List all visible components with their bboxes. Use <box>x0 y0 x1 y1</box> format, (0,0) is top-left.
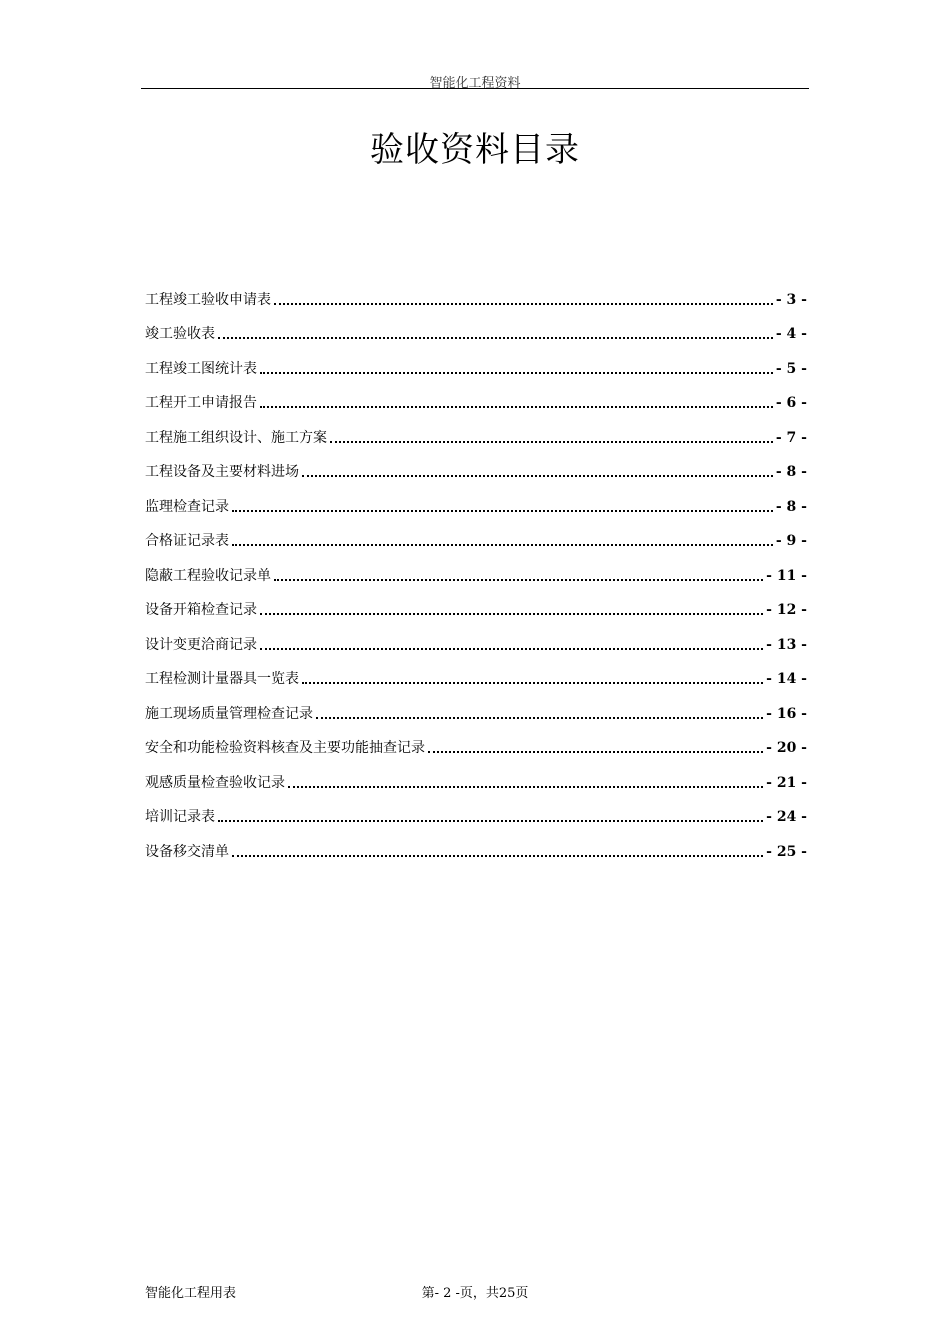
toc-entry-page-number: - 13 - <box>766 636 807 653</box>
toc-entry[interactable] <box>145 414 807 449</box>
toc-entry-page-number: - 21 - <box>766 774 807 791</box>
toc-entry-label: 竣工验收表 <box>145 326 215 342</box>
toc-entry[interactable] <box>145 587 807 622</box>
toc-dot-leader <box>218 337 773 339</box>
document-title: 验收资料目录 <box>370 130 580 170</box>
toc-entry-page-number: - 24 - <box>766 809 807 825</box>
toc-entry-label: 工程施工组织设计、施工方案 <box>145 429 327 446</box>
toc-dot-leader <box>274 303 773 305</box>
toc-dot-leader <box>330 441 773 443</box>
toc-dot-leader <box>274 579 763 581</box>
footer-left-text: 智能化工程用表 <box>145 1286 237 1301</box>
toc-dot-leader <box>260 372 773 374</box>
toc-entry-label: 设备开箱检查记录 <box>145 602 257 618</box>
toc-entry-label: 隐蔽工程验收记录单 <box>145 567 271 584</box>
toc-dot-leader <box>302 475 773 477</box>
toc-dot-leader <box>428 751 763 753</box>
toc-entry[interactable] <box>145 483 807 518</box>
toc-entry[interactable] <box>145 276 807 311</box>
toc-dot-leader <box>218 820 763 822</box>
toc-entry-page-number: - 20 - <box>766 740 807 756</box>
toc-entry-page-number: - 4 - <box>775 326 807 342</box>
toc-entry-page-number: - 7 - <box>775 429 807 446</box>
toc-dot-leader <box>232 855 763 857</box>
toc-entry[interactable] <box>145 311 807 346</box>
toc-entry-page-number: - 8 - <box>775 498 807 515</box>
toc-entry-page-number: - 16 - <box>766 705 807 722</box>
toc-entry[interactable] <box>145 518 807 553</box>
toc-entry-label: 设计变更洽商记录 <box>145 636 257 653</box>
toc-dot-leader <box>260 648 763 650</box>
toc-entry[interactable] <box>145 449 807 484</box>
toc-dot-leader <box>316 717 763 719</box>
page-header: 智能化工程资料 <box>429 76 521 91</box>
toc-entry-label: 安全和功能检验资料核查及主要功能抽查记录 <box>145 740 425 756</box>
toc-dot-leader <box>288 786 763 788</box>
toc-entry-page-number: - 3 - <box>775 291 807 308</box>
toc-entry-label: 监理检查记录 <box>145 498 229 515</box>
toc-dot-leader <box>260 406 773 408</box>
toc-dot-leader <box>302 682 763 684</box>
toc-entry-label: 工程检测计量器具一览表 <box>145 671 299 687</box>
toc-entry-label: 合格证记录表 <box>145 533 229 549</box>
table-of-contents <box>145 276 807 863</box>
toc-dot-leader <box>260 613 763 615</box>
toc-entry-page-number: - 8 - <box>775 464 807 480</box>
toc-entry[interactable] <box>145 794 807 829</box>
toc-entry[interactable] <box>145 552 807 587</box>
toc-entry-label: 工程竣工图统计表 <box>145 360 257 377</box>
toc-entry[interactable] <box>145 380 807 415</box>
toc-entry-label: 工程开工申请报告 <box>145 395 257 411</box>
toc-entry-label: 工程设备及主要材料进场 <box>145 464 299 480</box>
toc-entry-page-number: - 9 - <box>775 533 807 549</box>
toc-entry[interactable] <box>145 656 807 691</box>
toc-entry-page-number: - 11 - <box>766 567 807 584</box>
header-rule <box>141 88 809 89</box>
toc-entry-label: 观感质量检查验收记录 <box>145 774 285 791</box>
toc-entry[interactable] <box>145 828 807 863</box>
toc-entry[interactable] <box>145 725 807 760</box>
toc-entry-page-number: - 5 - <box>775 360 807 377</box>
toc-entry[interactable] <box>145 621 807 656</box>
toc-entry-label: 设备移交清单 <box>145 843 229 860</box>
toc-entry-page-number: - 12 - <box>766 602 807 618</box>
toc-entry[interactable] <box>145 345 807 380</box>
toc-entry-label: 工程竣工验收申请表 <box>145 291 271 308</box>
toc-entry[interactable] <box>145 690 807 725</box>
toc-entry[interactable] <box>145 759 807 794</box>
toc-dot-leader <box>232 510 773 512</box>
toc-entry-page-number: - 14 - <box>766 671 807 687</box>
toc-entry-page-number: - 25 - <box>766 843 807 860</box>
toc-entry-page-number: - 6 - <box>775 395 807 411</box>
toc-entry-label: 施工现场质量管理检查记录 <box>145 705 313 722</box>
toc-dot-leader <box>232 544 773 546</box>
footer-page-info: 第- 2 -页，共25页 <box>421 1286 529 1301</box>
toc-entry-label: 培训记录表 <box>145 809 215 825</box>
